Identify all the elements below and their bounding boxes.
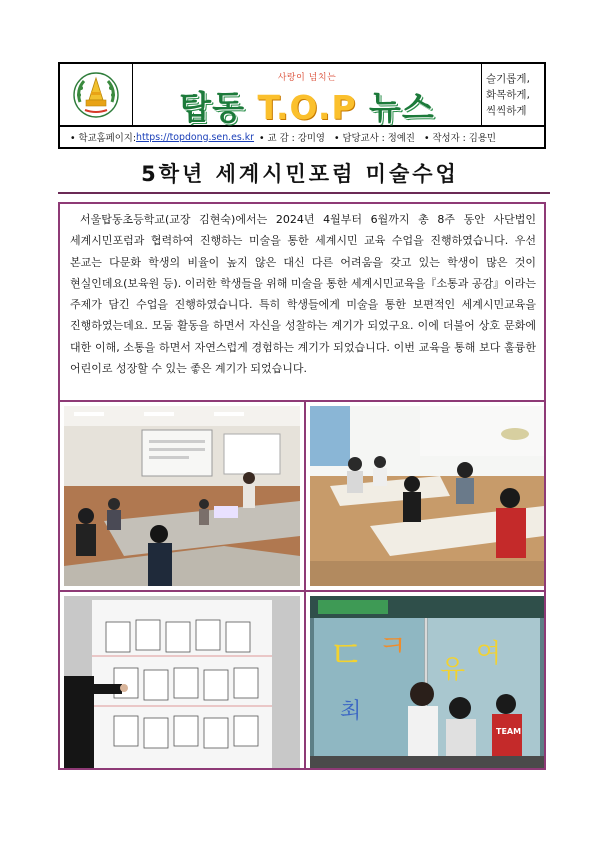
homepage-link[interactable]: https://topdong.sen.es.kr — [136, 131, 255, 143]
frame-divider — [304, 400, 306, 770]
glass-letter: 여 — [476, 639, 502, 669]
glass-letter: 최 — [340, 699, 362, 724]
glass-letter: 유 — [440, 655, 466, 685]
title-part-school: 탑동 — [179, 88, 258, 127]
article-body: 서울탑동초등학교(교장 김현숙)에서는 2024년 4월부터 6월까지 총 8주 동안 사단법인 세계시민포럼과 협력하여 진행하는 미술을 통한 세계시민 교육 수업을 진행하였습니다. 우선 본교는 다문화 학생의 비율이 높지 않은 대신 다른 어려움을 갖고 있는 학생이 많은 것이 현실인데요(보육원 등). 이러한 학생들을 위해 미술을 통한 세계시민교육을『소통과 공감』이라는 주제가 담긴 수업을 진행하였습니다. 특히 학생들에게 미술을 통한 보편적인 세계시민교육을 진행하였는데요. 모둠 활동을 하면서 자신을 성찰하는 계기가 되었구요. 이에 더불어 상호 문화에 대한 이해, 소통을 하면서 자연스럽게 경험하는 계기가 되었습니다. 이번 교육을 통해 보다 훌륭한 어린이로 성장할 수 있는 좋은 계기가 되었습니다. — [70, 213, 536, 376]
photo-students-at-tables — [310, 406, 544, 586]
homepage-label: • 학교홈페이지: — [70, 133, 137, 144]
photo-painting-on-glass — [310, 596, 544, 768]
motto-line: 슬기롭게, — [486, 72, 530, 85]
school-emblem — [60, 64, 133, 125]
article-headline: 5학년 세계시민포럼 미술수업 — [141, 162, 459, 186]
photo-classroom-lecture — [64, 406, 300, 586]
teacher-in-charge: • 담당교사 : 정예진 — [333, 133, 415, 144]
vice-principal: • 교 감 : 강미영 — [259, 133, 325, 144]
frame-divider — [60, 400, 544, 402]
newsletter-title — [133, 82, 481, 129]
title-part-top: T.O.P — [257, 88, 357, 127]
frame-divider — [60, 590, 544, 592]
motto-line: 씩씩하게 — [486, 104, 527, 117]
headline-rule — [58, 192, 550, 194]
photo-drawings-on-board — [64, 596, 300, 768]
info-bar — [58, 127, 546, 149]
article-frame — [58, 202, 546, 770]
glass-letter: ㅋ — [378, 629, 407, 664]
newsletter-title-area — [133, 64, 482, 125]
glass-letter: ㄷ — [328, 633, 365, 677]
motto-line: 화목하게, — [486, 88, 530, 101]
writer: • 작성자 : 김용민 — [423, 133, 496, 144]
masthead — [58, 62, 546, 127]
title-part-news: 뉴스 — [356, 88, 435, 127]
school-emblem-icon — [71, 70, 121, 120]
slogan: 사랑이 넘치는 — [277, 73, 337, 83]
shirt-text: TEAM — [496, 727, 522, 736]
school-motto — [482, 64, 544, 125]
